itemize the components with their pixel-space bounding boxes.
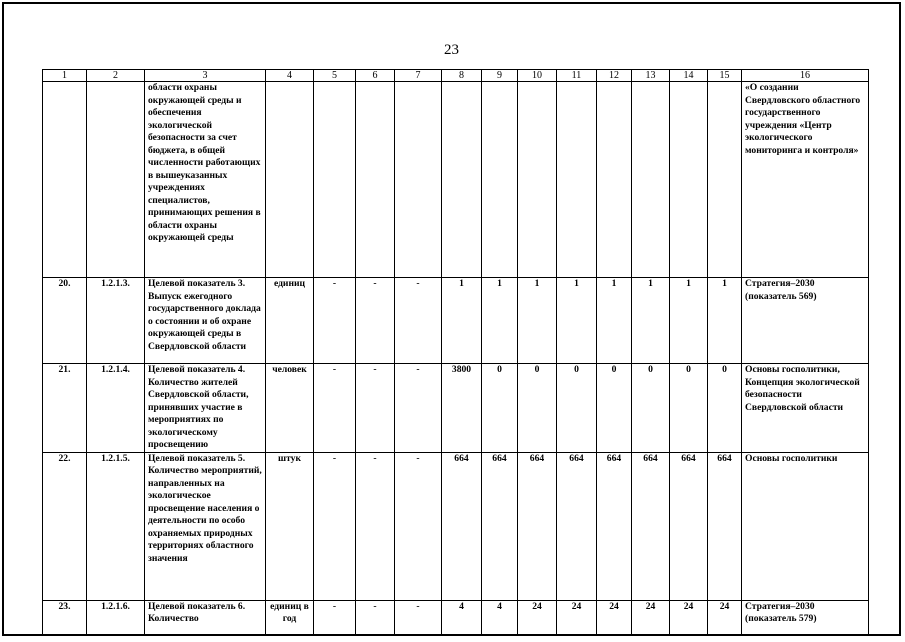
value-col-10: 24 <box>518 600 557 636</box>
value-col-7: - <box>395 452 442 600</box>
value-col-14: 0 <box>670 364 708 453</box>
value-col-6: - <box>356 278 395 364</box>
value-col-11: 24 <box>557 600 597 636</box>
value-col-15: 1 <box>708 278 742 364</box>
value-col-7: - <box>395 364 442 453</box>
source-document: Стратегия–2030 (показатель 569) <box>742 278 869 364</box>
value-col-12: 664 <box>597 452 632 600</box>
value-col-6 <box>356 82 395 278</box>
value-col-12: 1 <box>597 278 632 364</box>
value-col-15 <box>708 82 742 278</box>
value-col-8 <box>442 82 482 278</box>
value-col-8: 1 <box>442 278 482 364</box>
row-number <box>43 82 87 278</box>
value-col-9: 664 <box>482 452 518 600</box>
value-col-8: 664 <box>442 452 482 600</box>
value-col-5: - <box>314 452 356 600</box>
indicator-name: Целевой показатель 6. Количество <box>145 600 266 636</box>
col-header-11: 11 <box>557 70 597 82</box>
value-col-6: - <box>356 452 395 600</box>
value-col-12: 24 <box>597 600 632 636</box>
value-col-9 <box>482 82 518 278</box>
table-row <box>43 82 869 278</box>
col-header-12: 12 <box>597 70 632 82</box>
col-header-9: 9 <box>482 70 518 82</box>
col-header-7: 7 <box>395 70 442 82</box>
col-header-4: 4 <box>266 70 314 82</box>
value-col-8: 3800 <box>442 364 482 453</box>
value-col-14: 24 <box>670 600 708 636</box>
indicator-name: Целевой показатель 5. Количество мероприятий, направленных на экологическое просвещение населения о деятельности по особо охраняемых природных территориях областного значения <box>145 452 266 600</box>
col-header-8: 8 <box>442 70 482 82</box>
table-row <box>43 600 869 636</box>
row-number: 23. <box>43 600 87 636</box>
col-header-5: 5 <box>314 70 356 82</box>
value-col-12: 0 <box>597 364 632 453</box>
value-col-6: - <box>356 600 395 636</box>
value-col-15: 0 <box>708 364 742 453</box>
row-number: 22. <box>43 452 87 600</box>
value-col-5: - <box>314 600 356 636</box>
value-col-10: 664 <box>518 452 557 600</box>
row-code: 1.2.1.3. <box>87 278 145 364</box>
col-header-14: 14 <box>670 70 708 82</box>
value-col-13: 1 <box>632 278 670 364</box>
source-document: Стратегия–2030 (показатель 579) <box>742 600 869 636</box>
value-col-7 <box>395 82 442 278</box>
indicators-table <box>42 69 869 636</box>
table-row <box>43 278 869 364</box>
unit: единиц <box>266 278 314 364</box>
value-col-14: 664 <box>670 452 708 600</box>
value-col-5: - <box>314 278 356 364</box>
row-code <box>87 82 145 278</box>
document-page <box>2 2 901 636</box>
value-col-7: - <box>395 278 442 364</box>
col-header-10: 10 <box>518 70 557 82</box>
value-col-15: 24 <box>708 600 742 636</box>
value-col-5 <box>314 82 356 278</box>
unit <box>266 82 314 278</box>
col-header-13: 13 <box>632 70 670 82</box>
value-col-10 <box>518 82 557 278</box>
col-header-2: 2 <box>87 70 145 82</box>
value-col-10: 0 <box>518 364 557 453</box>
table-row <box>43 452 869 600</box>
value-col-13: 24 <box>632 600 670 636</box>
value-col-13: 0 <box>632 364 670 453</box>
col-header-15: 15 <box>708 70 742 82</box>
header-row <box>43 70 869 82</box>
value-col-9: 4 <box>482 600 518 636</box>
source-document: «О создании Свердловского областного государственного учреждения «Центр экологического мониторинга и контроля» <box>742 82 869 278</box>
value-col-14: 1 <box>670 278 708 364</box>
indicator-name: Целевой показатель 4. Количество жителей Свердловской области, принявших участие в мероприятиях по экологическому просвещению <box>145 364 266 453</box>
value-col-11 <box>557 82 597 278</box>
indicator-name: области охраны окружающей среды и обеспечения экологической безопасности за счет бюджета, в общей численности работающих в вышеуказанных учреждениях специалистов, принимающих решения в области охраны окружающей среды <box>145 82 266 278</box>
value-col-10: 1 <box>518 278 557 364</box>
row-number: 20. <box>43 278 87 364</box>
page-number: 23 <box>444 42 459 58</box>
value-col-8: 4 <box>442 600 482 636</box>
value-col-6: - <box>356 364 395 453</box>
unit: штук <box>266 452 314 600</box>
value-col-11: 664 <box>557 452 597 600</box>
row-code: 1.2.1.5. <box>87 452 145 600</box>
col-header-3: 3 <box>145 70 266 82</box>
value-col-13: 664 <box>632 452 670 600</box>
unit: человек <box>266 364 314 453</box>
value-col-14 <box>670 82 708 278</box>
value-col-12 <box>597 82 632 278</box>
row-number: 21. <box>43 364 87 453</box>
col-header-1: 1 <box>43 70 87 82</box>
unit: единиц в год <box>266 600 314 636</box>
value-col-11: 0 <box>557 364 597 453</box>
col-header-16: 16 <box>742 70 869 82</box>
value-col-9: 1 <box>482 278 518 364</box>
indicator-name: Целевой показатель 3. Выпуск ежегодного государственного доклада о состоянии и об охране окружающей среды в Свердловской области <box>145 278 266 364</box>
value-col-5: - <box>314 364 356 453</box>
value-col-13 <box>632 82 670 278</box>
source-document: Основы госполитики <box>742 452 869 600</box>
row-code: 1.2.1.6. <box>87 600 145 636</box>
table-row <box>43 364 869 453</box>
value-col-7: - <box>395 600 442 636</box>
col-header-6: 6 <box>356 70 395 82</box>
row-code: 1.2.1.4. <box>87 364 145 453</box>
source-document: Основы госполитики, Концепция экологической безопасности Свердловской области <box>742 364 869 453</box>
value-col-15: 664 <box>708 452 742 600</box>
value-col-11: 1 <box>557 278 597 364</box>
value-col-9: 0 <box>482 364 518 453</box>
